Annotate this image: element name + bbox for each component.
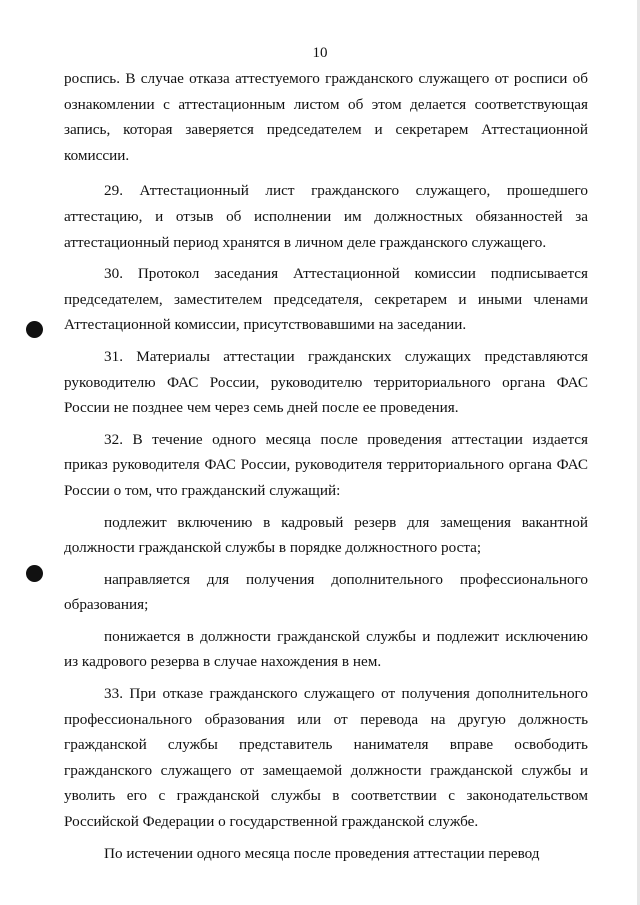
paragraph-32-item-2: направляется для получения дополнительного профессионального образования; [64, 570, 588, 614]
paragraph-34: По истечении одного месяца после проведения аттестации перевод [104, 844, 540, 862]
paragraph-33: 33. При отказе гражданского служащего от получения дополнительного профессионального образования или от перевода на другую должность гражданской службы представитель нанимателя вправе освободить гражданского служащего от замещаемой должности гражданской службы и уволить его с гражданской службы в соответствии с законодательством Российской Федерации о государственной гражданской службе. [64, 685, 588, 831]
paragraph-32: 32. В течение одного месяца после проведения аттестации издается приказ руководителя ФАС России, руководителя территориального органа ФАС России о том, что гражданский служащий: [64, 430, 588, 499]
paragraph-continuation: роспись. В случае отказа аттестуемого гражданского служащего от росписи об ознакомлении с аттестационным листом об этом делается соответствующая запись, которая заверяется председателем и секретарем Аттестационной комиссии. [64, 70, 588, 164]
paragraph-29: 29. Аттестационный лист гражданского служащего, прошедшего аттестацию, и отзыв об исполнении им должностных обязанностей за аттестационный период хранятся в личном деле гражданского служащего. [64, 182, 588, 251]
paragraph-31: 31. Материалы аттестации гражданских служащих представляются руководителю ФАС России, руководителю территориального органа ФАС России не позднее чем через семь дней после ее проведения. [64, 347, 588, 417]
binder-hole-top [26, 321, 43, 338]
paragraph-32-item-3: понижается в должности гражданской службы и подлежит исключению из кадрового резерва в случае нахождения в нем. [64, 627, 588, 671]
page-number: 10 [312, 45, 328, 61]
document-body [64, 66, 588, 866]
paragraph-32-item-1: подлежит включению в кадровый резерв для замещения вакантной должности гражданской службы в порядке должностного роста; [64, 513, 588, 557]
paragraph-30: 30. Протокол заседания Аттестационной комиссии подписывается председателем, заместителем председателя, секретарем и иными членами Аттестационной комиссии, присутствовавшими на заседании. [64, 265, 588, 334]
binder-hole-bottom [26, 565, 43, 582]
